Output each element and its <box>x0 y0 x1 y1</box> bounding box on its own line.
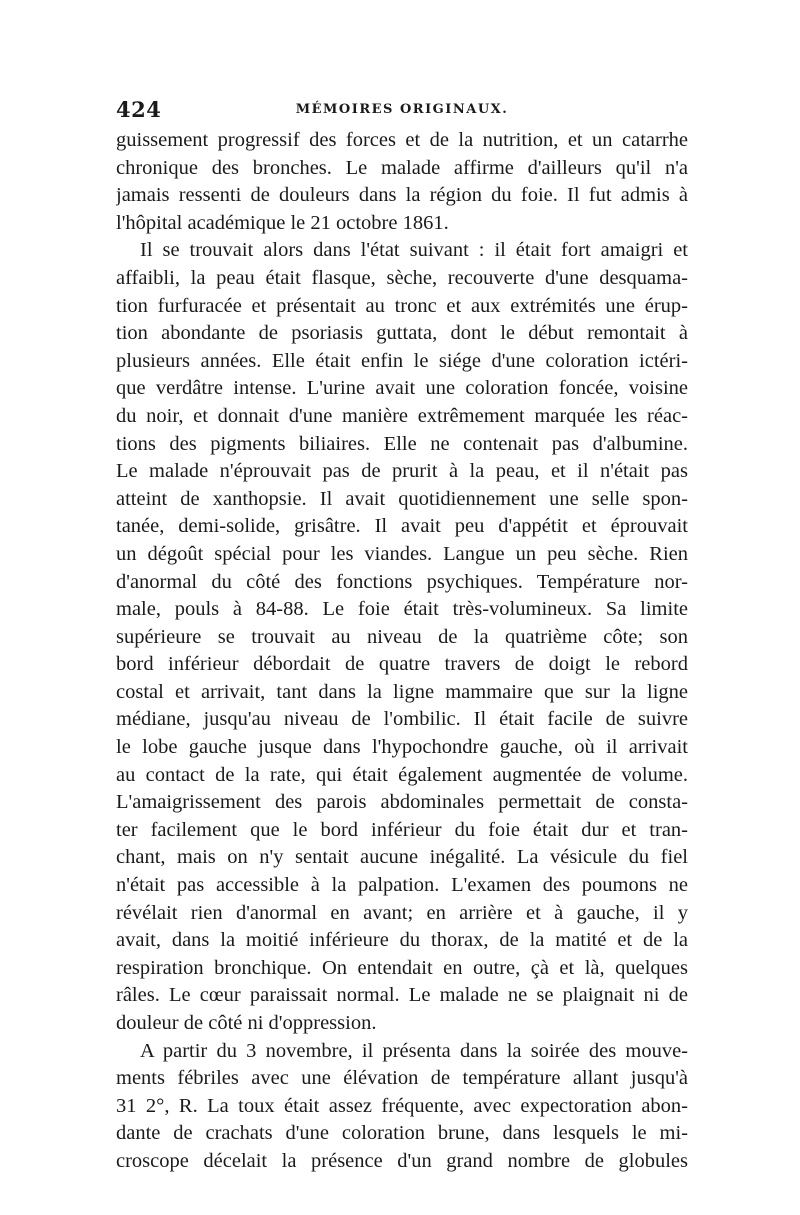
text-line: le lobe gauche jusque dans l'hypochondre gauche, où il arrivait <box>116 736 688 759</box>
text-line: médiane, jusqu'au niveau de l'ombilic. Il était facile de suivre <box>116 708 688 731</box>
text-line: jamais ressenti de douleurs dans la région du foie. Il fut admis à <box>116 184 688 207</box>
text-line: Le malade n'éprouvait pas de prurit à la peau, et il n'était pas <box>116 460 688 483</box>
text-line: tion furfuracée et présentait au tronc et aux extrémités une érup- <box>116 294 688 317</box>
text-line: révélait rien d'anormal en avant; en arrière et à gauche, il y <box>116 901 688 924</box>
text-line: râles. Le cœur paraissait normal. Le malade ne se plaignait ni de <box>116 984 688 1007</box>
text-line: tion abondante de psoriasis guttata, dont le début remontait à <box>116 322 688 345</box>
text-line: croscope décelait la présence d'un grand nombre de globules <box>116 1149 688 1172</box>
text-line: n'était pas accessible à la palpation. L'examen des poumons ne <box>116 874 688 897</box>
text-line: 31 2°, R. La toux était assez fréquente, avec expectoration abon- <box>116 1094 688 1117</box>
text-line: costal et arrivait, tant dans la ligne mammaire que sur la ligne <box>116 680 688 703</box>
text-line: tions des pigments biliaires. Elle ne contenait pas d'albumine. <box>116 432 688 455</box>
text-line: que verdâtre intense. L'urine avait une coloration foncée, voisine <box>116 377 688 400</box>
text-line: l'hôpital académique le 21 octobre 1861. <box>116 211 449 234</box>
running-title: MÉMOIRES ORIGINAUX. <box>295 102 509 117</box>
page-header <box>116 97 688 127</box>
text-line: au contact de la rate, qui était également augmentée de volume. <box>116 763 688 786</box>
text-line: ments fébriles avec une élévation de température allant jusqu'à <box>116 1067 688 1090</box>
text-line: tanée, demi-solide, grisâtre. Il avait peu d'appétit et éprouvait <box>116 515 688 538</box>
text-line: bord inférieur débordait de quatre travers de doigt le rebord <box>116 653 688 676</box>
body-text <box>116 127 688 1176</box>
page-number: 424 <box>116 97 162 122</box>
text-line: atteint de xanthopsie. Il avait quotidiennement une selle spon- <box>116 487 688 510</box>
text-line: chronique des bronches. Le malade affirme d'ailleurs qu'il n'a <box>116 156 688 179</box>
text-line: affaibli, la peau était flasque, sèche, recouverte d'une desquama- <box>116 266 688 289</box>
text-line: chant, mais on n'y sentait aucune inégalité. La vésicule du fiel <box>116 846 688 869</box>
text-line: respiration bronchique. On entendait en outre, çà et là, quelques <box>116 956 688 979</box>
text-line: L'amaigrissement des parois abdominales permettait de consta- <box>116 791 688 814</box>
text-line: du noir, et donnait d'une manière extrêmement marquée les réac- <box>116 404 688 427</box>
text-line: Il se trouvait alors dans l'état suivant : il était fort amaigri et <box>140 239 688 262</box>
text-line: avait, dans la moitié inférieure du thorax, de la matité et de la <box>116 929 688 952</box>
text-line: guissement progressif des forces et de la nutrition, et un catarrhe <box>116 129 688 151</box>
text-line: d'anormal du côté des fonctions psychiques. Température nor- <box>116 570 688 593</box>
text-line: ter facilement que le bord inférieur du foie était dur et tran- <box>116 818 688 841</box>
text-line: A partir du 3 novembre, il présenta dans la soirée des mouve- <box>140 1039 688 1062</box>
text-line: plusieurs années. Elle était enfin le siége d'une coloration ictéri- <box>116 349 688 372</box>
text-line: douleur de côté ni d'oppression. <box>116 1012 377 1034</box>
text-line: un dégoût spécial pour les viandes. Langue un peu sèche. Rien <box>116 542 688 565</box>
text-line: dante de crachats d'une coloration brune, dans lesquels le mi- <box>116 1122 688 1145</box>
text-line: supérieure se trouvait au niveau de la quatrième côte; son <box>116 625 688 648</box>
text-line: male, pouls à 84-88. Le foie était très-volumineux. Sa limite <box>116 598 688 621</box>
